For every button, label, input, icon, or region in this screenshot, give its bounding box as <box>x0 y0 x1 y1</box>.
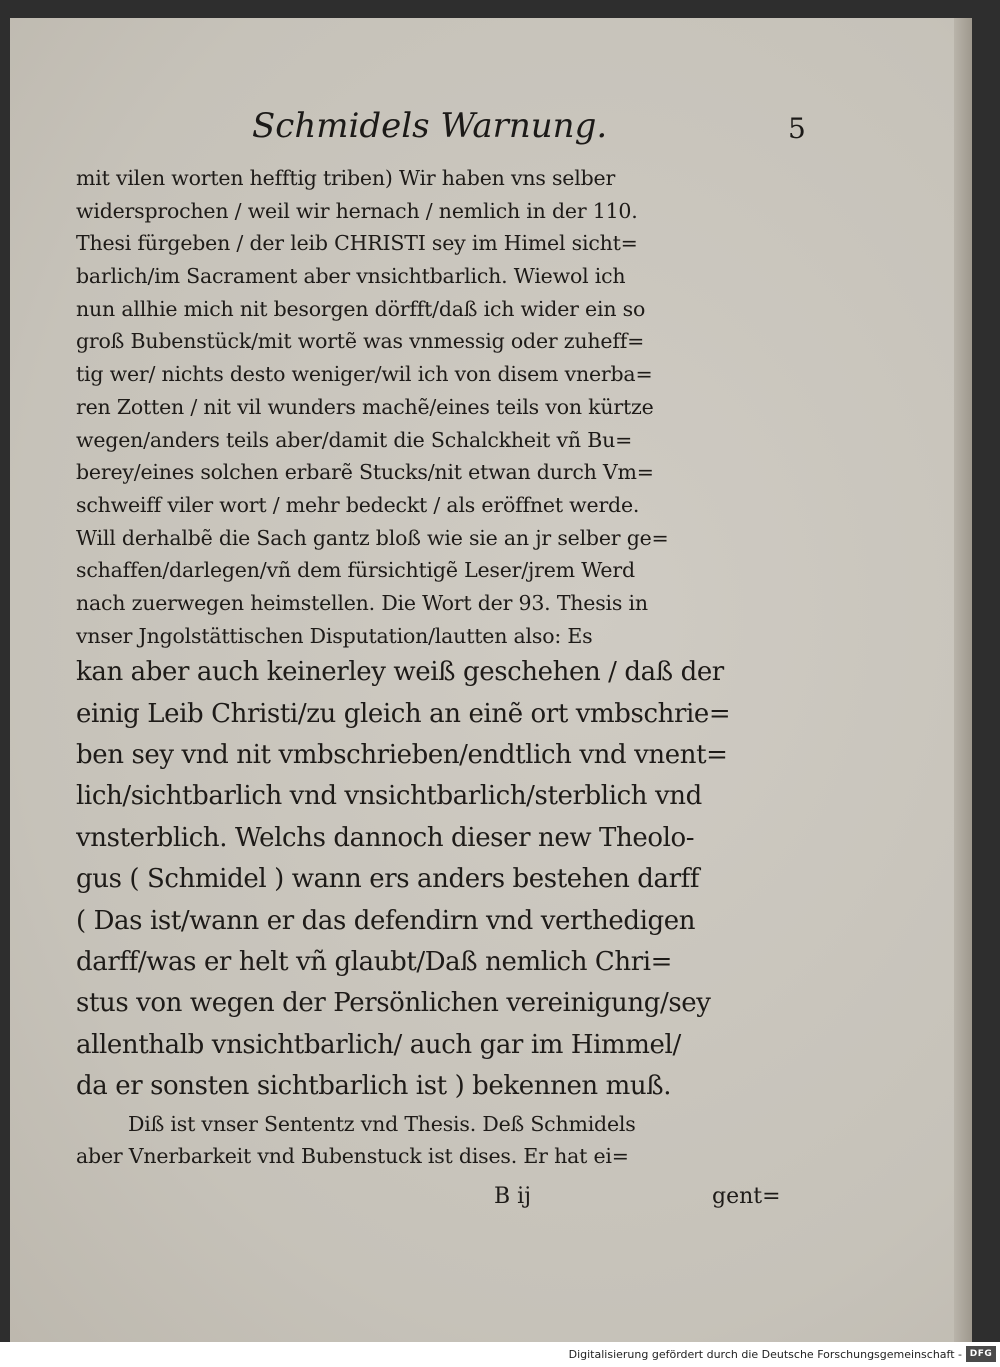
credit-text: Digitalisierung gefördert durch die Deutsche Forschungsgemeinschaft - <box>568 1348 962 1361</box>
page-number: 5 <box>788 112 806 145</box>
text-line: tig wer/ nichts desto weniger/wil ich von disem vnerba= <box>76 362 653 387</box>
quotation-line: ( Das ist/wann er das defendirn vnd verthedigen <box>76 905 696 936</box>
body-text <box>76 162 786 1173</box>
quotation-line: vnsterblich. Welchs dannoch dieser new Theolo- <box>76 822 695 853</box>
quotation-line: einig Leib Christi/zu gleich an einẽ ort vmbschrie= <box>76 698 731 729</box>
text-line: aber Vnerbarkeit vnd Bubenstuck ist dises. Er hat ei= <box>76 1144 629 1169</box>
page-header <box>10 106 972 154</box>
text-line: wegen/anders teils aber/damit die Schalckheit vñ Bu= <box>76 427 633 452</box>
text-line: Diß ist vnser Sententz vnd Thesis. Deß Schmidels <box>128 1111 636 1136</box>
text-line: mit vilen worten hefftig triben) Wir haben vns selber <box>76 166 616 190</box>
quotation-line: ben sey vnd nit vmbschrieben/endtlich vnd vnent= <box>76 740 728 771</box>
text-line: schaffen/darlegen/vñ dem fürsichtigẽ Leser/jrem Werd <box>76 558 635 583</box>
running-head: Schmidels Warnung. <box>252 106 608 146</box>
text-line: widersprochen / weil wir hernach / nemlich in der 110. <box>76 198 638 223</box>
text-line: berey/eines solchen erbarẽ Stucks/nit etwan durch Vm= <box>76 460 654 485</box>
text-line: Will derhalbẽ die Sach gantz bloß wie sie an jr selber ge= <box>76 525 669 550</box>
page-edge <box>954 18 972 1342</box>
text-line: groß Bubenstück/mit wortẽ was vnmessig oder zuheff= <box>76 329 645 354</box>
quotation-line: lich/sichtbarlich vnd vnsichtbarlich/sterblich vnd <box>76 781 702 812</box>
credit-bar <box>0 1342 1000 1367</box>
book-page <box>10 18 972 1342</box>
text-line: ren Zotten / nit vil wunders machẽ/eines teils von kürtze <box>76 394 654 419</box>
quotation-line: darff/was er helt vñ glaubt/Daß nemlich Chri= <box>76 947 673 978</box>
text-line: nun allhie mich nit besorgen dörfft/daß ich wider ein so <box>76 296 646 321</box>
quotation-line: stus von wegen der Persönlichen vereinigung/sey <box>76 988 711 1019</box>
catchword: gent= <box>712 1184 781 1209</box>
text-line: vnser Jngolstättischen Disputation/lautten also: Es <box>76 623 593 648</box>
quotation-line: allenthalb vnsichtbarlich/ auch gar im Himmel/ <box>76 1029 681 1060</box>
text-line: barlich/im Sacrament aber vnsichtbarlich. Wiewol ich <box>76 264 626 289</box>
text-line: schweiff viler wort / mehr bedeckt / als eröffnet werde. <box>76 492 640 517</box>
quotation-line: gus ( Schmidel ) wann ers anders bestehen darff <box>76 864 700 895</box>
signature-mark: B ij <box>494 1184 532 1209</box>
quotation-line: kan aber auch keinerley weiß geschehen / daß der <box>76 657 724 688</box>
dfg-logo: DFG <box>966 1346 996 1362</box>
text-line: Thesi fürgeben / der leib CHRISTI sey im Himel sicht= <box>76 231 638 256</box>
quotation-line: da er sonsten sichtbarlich ist ) bekennen muß. <box>76 1071 672 1102</box>
text-line: nach zuerwegen heimstellen. Die Wort der 93. Thesis in <box>76 590 648 615</box>
page-footer <box>10 1184 972 1218</box>
